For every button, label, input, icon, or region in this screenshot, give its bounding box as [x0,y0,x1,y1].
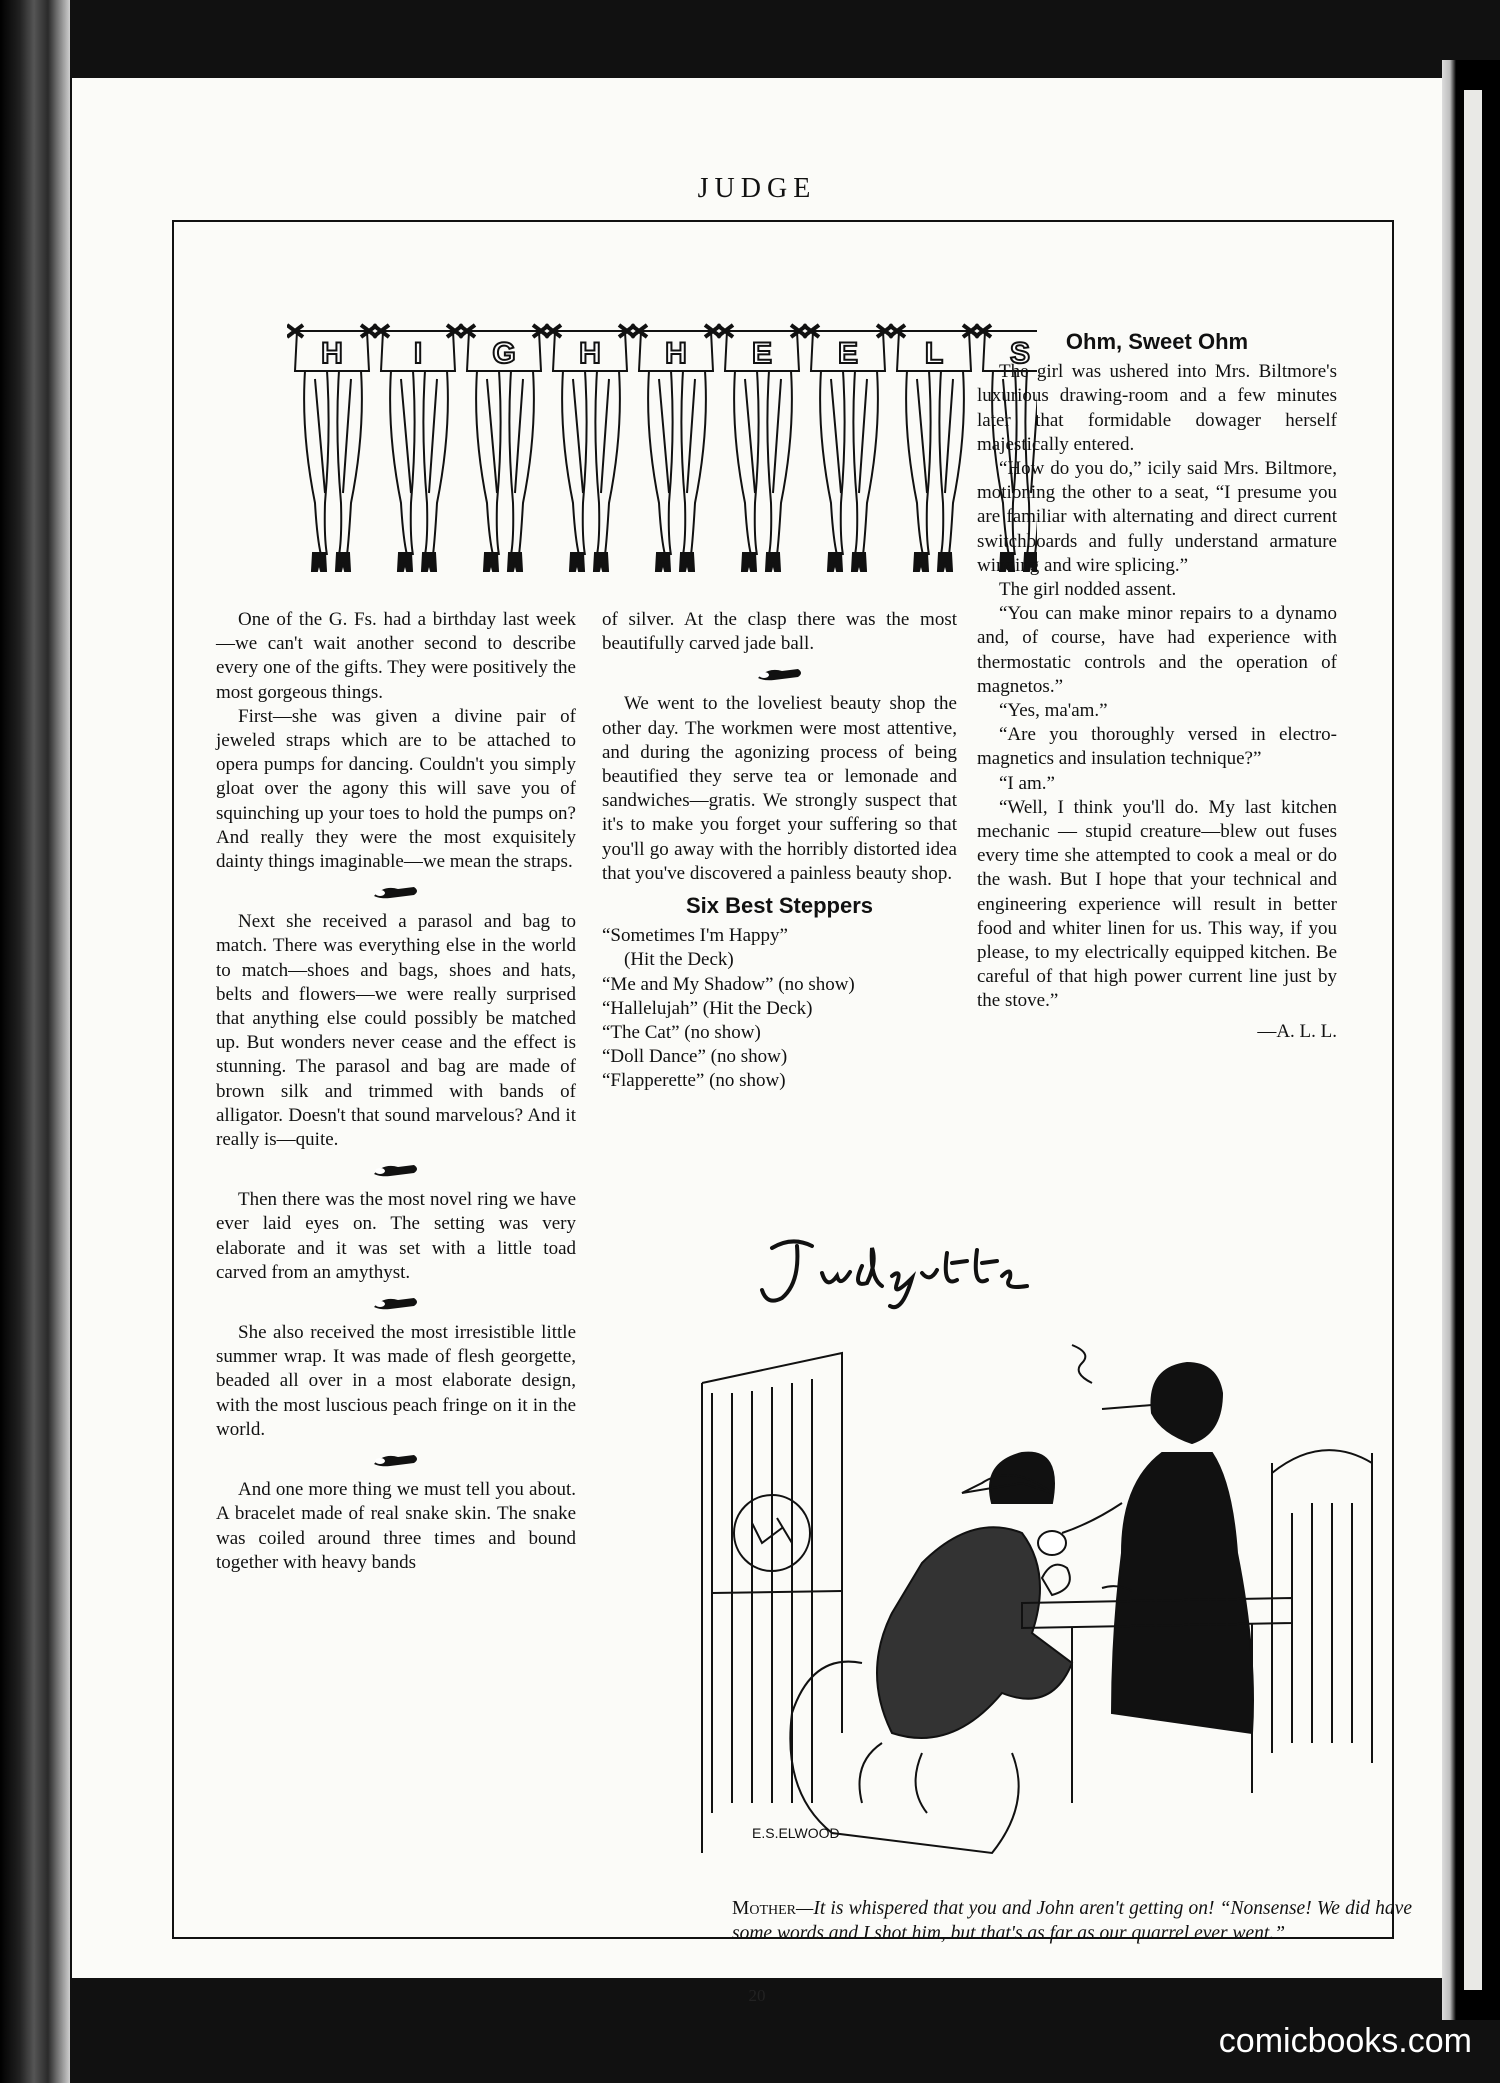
list-item: “Flapperette” (no show) [602,1070,786,1092]
svg-text:H: H [579,337,601,370]
svg-text:H: H [321,337,343,370]
list-item: “Doll Dance” (no show) [602,1046,788,1068]
slipper-ornament-icon [216,1285,576,1321]
paragraph: Next she received a parasol and bag to match. There was everything else in the world to match—shoes and bags, shoes and hats, belts and flowers—we were really surprised that anything else could possibly be matched up. But wonders never cease and the effect is stunning. The parasol and bag are made of brown silk and trimmed with bands of alligator. Doesn't that sound marvelous? And it really is—quite. [216,911,576,1151]
list-item: “Hallelujah” (Hit the Deck) [602,997,813,1019]
caption-speaker: Mother [732,1898,797,1919]
paragraph: And one more thing we must tell you about. A bracelet made of real snake skin. The snake was coiled around three times and bound together with heavy bands [216,1479,576,1573]
svg-text:E.S.ELWOOD: E.S.ELWOOD [752,1825,840,1841]
svg-text:L: L [924,337,944,370]
cartoon-caption [732,1896,1412,1946]
heel-legs-letter-e [717,325,807,571]
section-heading: Ohm, Sweet Ohm [1065,329,1249,354]
paragraph: She also received the most irresistible little summer wrap. It was made of flesh georgette, beaded all over in a most elaborate design, with the most luscious peach fringe on it in the world. [216,1322,576,1440]
author-initials: —A. L. L. [1257,1020,1337,1042]
heel-legs-letter-i [373,325,463,571]
paragraph: First—she was given a divine pair of jeweled straps which are to be attached to opera pumps for dancing. Couldn't you simply gloat over the agony this will save you of squinching up your toes to hold the pumps on? And really they were the most exquisitely dainty things imaginable—we mean the straps. [216,705,576,873]
heel-legs-letter-g [459,325,549,571]
paragraph: Then there was the most novel ring we have ever laid eyes on. The setting was very elaborate and it was set with a little toad carved from an amythyst. [216,1189,576,1283]
svg-text:H: H [665,337,687,370]
paragraph: “You can make minor repairs to a dynamo and, of course, have had experience with thermostatic controls and the operation of magnetos.” [977,603,1337,697]
svg-text:S: S [1009,337,1031,370]
facing-page-edge [1442,60,1500,2020]
heel-legs-letter-l [889,325,979,571]
judgette-signature [752,1228,1032,1318]
caption-line: —It is whispered that you and John aren't getting on! [796,1898,1215,1919]
paragraph: The girl was ushered into Mrs. Biltmore's luxurious drawing-room and a few minutes later that formidable dowager herself majestically entered. [977,361,1337,455]
list-item: “The Cat” (no show) [602,1022,761,1044]
svg-text:E: E [837,337,859,370]
high-heels-banner [287,323,1037,603]
slipper-ornament-icon [602,656,957,692]
svg-text:I: I [413,337,423,370]
paragraph: “Yes, ma'am.” [999,700,1108,722]
column-beauty-shop [602,608,957,1094]
slipper-ornament-icon [216,874,576,910]
list-item: “Me and My Shadow” (no show) [602,973,855,995]
song-list [602,924,957,1093]
caption-line: “Nonsense! We did have some words and I shot him, but that's as far as our quarrel ever went.” [732,1898,1412,1944]
magazine-page [72,78,1442,2005]
section-heading: Six Best Steppers [685,893,874,919]
paragraph: of silver. At the clasp there was the most beautifully carved jade ball. [602,609,957,655]
svg-text:E: E [751,337,773,370]
slipper-ornament-icon [216,1152,576,1188]
paragraph: “Are you thoroughly versed in electro-magnetics and insulation technique?” [977,724,1337,770]
paragraph: “I am.” [999,772,1055,794]
paragraph: One of the G. Fs. had a birthday last week—we can't wait another second to describe every one of the gifts. They were positively the most gorgeous things. [216,609,576,703]
watermark: comicbooks.com [1218,2022,1472,2060]
heel-legs-letter-h [631,325,721,571]
masthead: JUDGE [697,173,817,204]
paragraph: “How do you do,” icily said Mrs. Biltmore, motioning the other to a seat, “I presume you are familiar with alternating and direct current switchboards and fully understand armature winding and wire splicing.” [977,458,1337,576]
slipper-ornament-icon [216,1442,576,1478]
column-ohm-sweet-ohm [977,330,1337,1044]
book-binding [0,0,70,2083]
svg-text:G: G [492,337,516,370]
page-number: 20 [748,1986,766,2005]
cartoon-illustration [692,1333,1392,1873]
column-gifts [216,608,576,1575]
paragraph: “Well, I think you'll do. My last kitchen mechanic — stupid creature—blew out fuses every time she attempted to cook a meal or do the wash. But I hope that your technical and engineering experience will result in better food and whiter linen for us. This way, if you please, to my electrically equipped kitchen. Be careful of that high power current line just by the stove.” [977,796,1337,1012]
list-item: “Sometimes I'm Happy” (Hit the Deck) [602,925,788,971]
paragraph: The girl nodded assent. [999,579,1177,601]
heel-legs-letter-h [545,325,635,571]
heel-legs-letter-h [287,325,377,571]
paragraph: We went to the loveliest beauty shop the other day. The workmen were most attentive, and during the agonizing process of being beautified they serve tea or lemonade and sandwiches—gratis. We strongly suspect that it's to make you forget your suffering so that you'll go away with the horribly distorted idea that you've discovered a painless beauty shop. [602,693,957,884]
heel-legs-letter-e [803,325,893,571]
